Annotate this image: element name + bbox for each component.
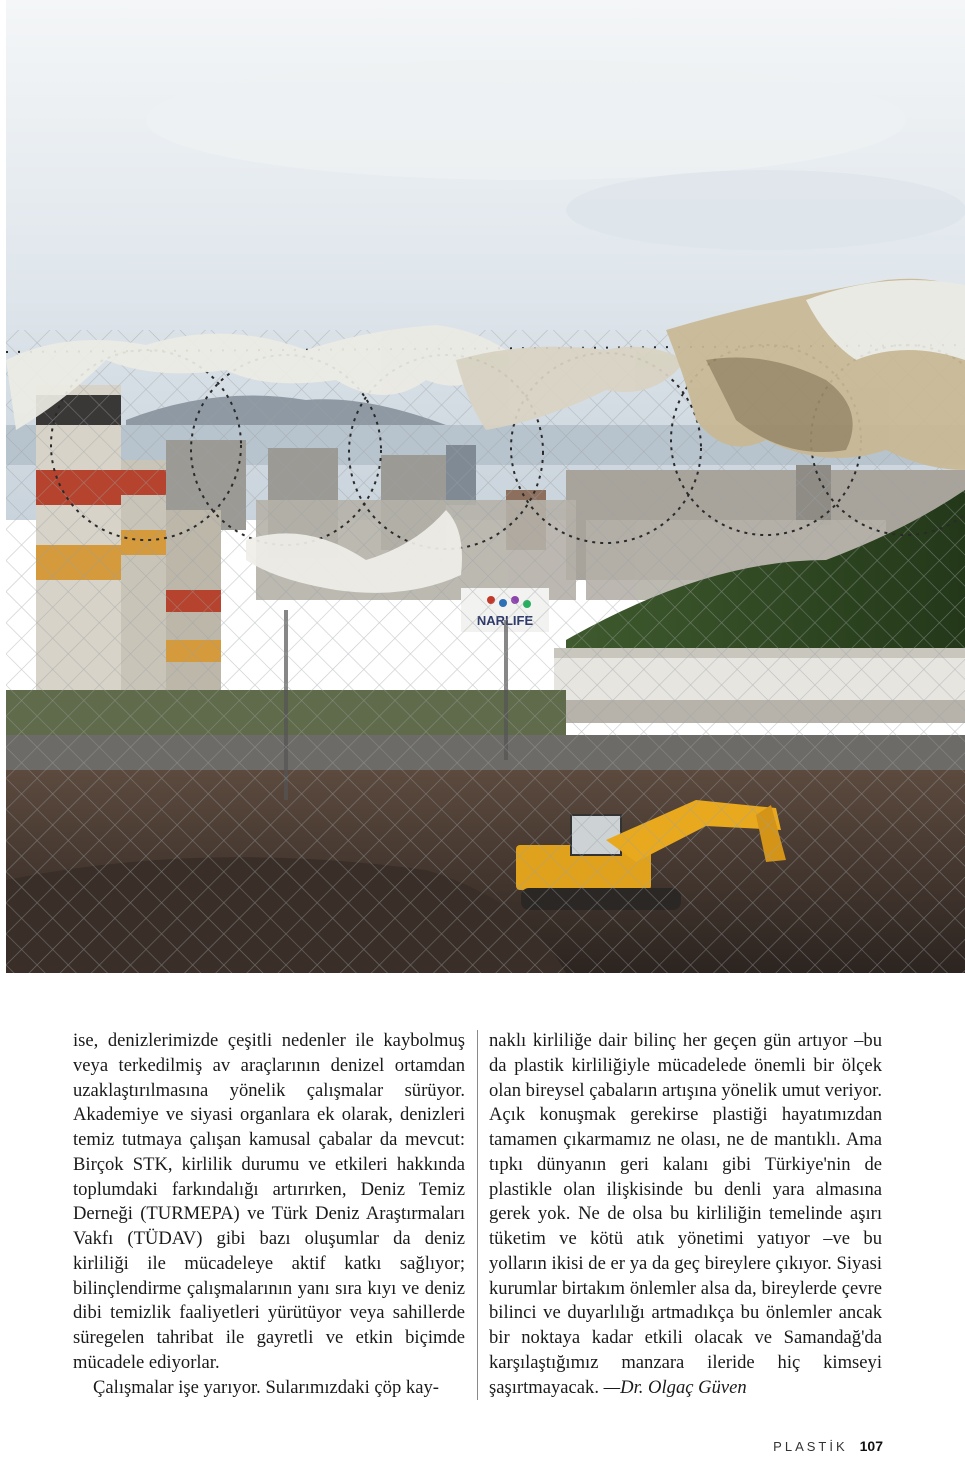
column-divider [477, 1030, 478, 1400]
paragraph-text: naklı kirliliğe dair bilinç her geçen gün artıyor –bu da plastik kirliliğiyle mücadelede önemli bir ölçek olan bireysel çabaların artışına yönelik umut veriyor. Açık konuşmak gerekirse plastiği hayatımızdan tamamen çıkarmamız ne olası, ne de mantıklı. Ama tıpkı dünyanın geri kalanı gibi Türkiye'nin de plastikle olan ilişkisinde bu denli yara almasına gerek yok. Ne de olsa bu kirliliğin temelinde aşırı tüketim ve kötü atık yönetimi yatıyor –ve bu yolların ikisi de er ya da geç bireylere çıkıyor. Siyasi kurumlar birtakım önlemler alsa da, bireylerde çevre bilinci ve duyarlılığı artmadıkça bu önlemler ancak bir noktaya kadar etkili olacak ve Samandağ'da karşılaştığımız manzara ileride hiç kimseyi şaşırtmayacak. [489, 1030, 882, 1398]
article-column-right [489, 1029, 882, 1400]
magazine-name: PLASTİK [773, 1439, 848, 1454]
photo-illustration [6, 0, 965, 973]
author-signature: —Dr. Olgaç Güven [603, 1376, 747, 1398]
page-number: 107 [859, 1438, 883, 1454]
paragraph: ise, denizlerimizde çeşitli nedenler ile kaybolmuş veya terkedilmiş av araçlarının denizel ortamdan uzaklaştırılmasına yönelik çalışmalar sürüyor. Akademiye ve siyasi organlara ek olarak, denizleri temiz tutmaya çalışan kamusal çabalar da mevcut: Birçok STK, kirlilik durumu ve etkileri hakkında toplumdaki farkındalığı artırırken, Deniz Temiz Derneği (TURMEPA) ve Türk Deniz Araştırmaları Vakfı (TÜDAV) gibi bazı oluşumlar da deniz kirliliği ile mücadeleye aktif katkı sağlıyor; bilinçlendirme çalışmalarının yanı sıra kıyı ve deniz dibi temizlik faaliyetleri yürütüyor veya sahillerde süregelen tahribat ile gayretli ve etkin biçimde mücadele ediyorlar. [73, 1030, 465, 1373]
paragraph [489, 1029, 882, 1400]
article-column-left [73, 1029, 465, 1400]
article-photo [6, 0, 965, 973]
page-footer [773, 1438, 883, 1454]
paragraph: Çalışmalar işe yarıyor. Sularımızdaki çöp kay- [93, 1376, 439, 1398]
